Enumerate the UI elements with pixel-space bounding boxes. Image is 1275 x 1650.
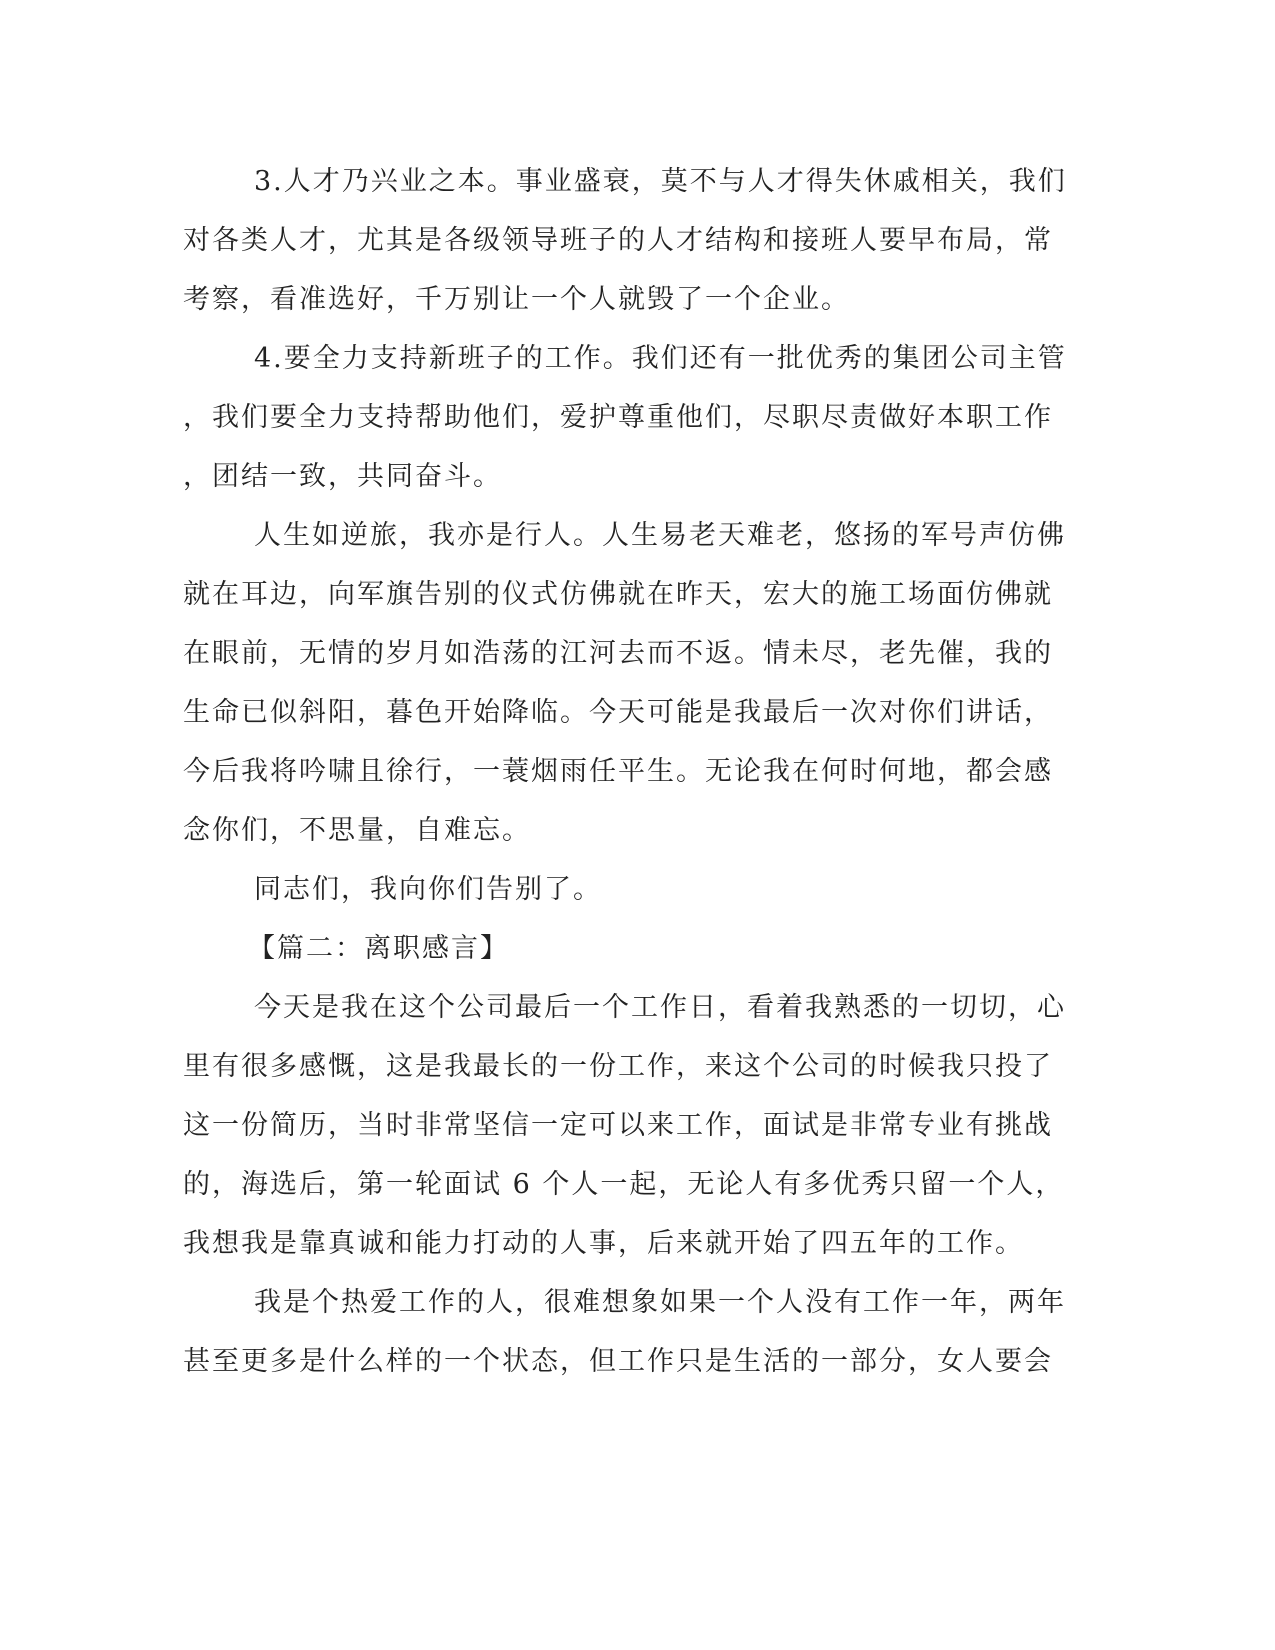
paragraph-line: 今天是我在这个公司最后一个工作日，看着我熟悉的一切切，心 <box>254 992 1066 1023</box>
paragraph-line: 生命已似斜阳，暮色开始降临。今天可能是我最后一次对你们讲话， <box>183 697 1053 728</box>
paragraph-line: 这一份简历，当时非常坚信一定可以来工作，面试是非常专业有挑战 <box>183 1110 1053 1141</box>
paragraph-line: 念你们，不思量，自难忘。 <box>183 815 531 846</box>
paragraph-line: 的，海选后，第一轮面试 6 个人一起，无论人有多优秀只留一个人， <box>183 1169 1065 1200</box>
paragraph-line: 我想我是靠真诚和能力打动的人事，后来就开始了四五年的工作。 <box>183 1228 1024 1259</box>
paragraph-line: 在眼前，无情的岁月如浩荡的江河去而不返。情未尽，老先催，我的 <box>183 638 1053 669</box>
paragraph-line: ，我们要全力支持帮助他们，爱护尊重他们，尽职尽责做好本职工作 <box>183 402 1053 433</box>
paragraph-line: 就在耳边，向军旗告别的仪式仿佛就在昨天，宏大的施工场面仿佛就 <box>183 579 1053 610</box>
paragraph-line: 里有很多感慨，这是我最长的一份工作，来这个公司的时候我只投了 <box>183 1051 1053 1082</box>
paragraph-line: 3.人才乃兴业之本。事业盛衰，莫不与人才得失休戚相关，我们 <box>254 166 1067 197</box>
paragraph-line: 我是个热爱工作的人，很难想象如果一个人没有工作一年，两年 <box>254 1287 1066 1318</box>
paragraph-line: 4.要全力支持新班子的工作。我们还有一批优秀的集团公司主管 <box>254 343 1067 374</box>
paragraph-line: 同志们，我向你们告别了。 <box>254 874 602 905</box>
paragraph-line: 人生如逆旅，我亦是行人。人生易老天难老，悠扬的军号声仿佛 <box>254 520 1066 551</box>
paragraph-line: 对各类人才，尤其是各级领导班子的人才结构和接班人要早布局，常 <box>183 225 1053 256</box>
paragraph-line: ，团结一致，共同奋斗。 <box>183 461 502 492</box>
section-heading: 【篇二：离职感言】 <box>248 933 509 964</box>
paragraph-line: 甚至更多是什么样的一个状态，但工作只是生活的一部分，女人要会 <box>183 1346 1053 1377</box>
paragraph-line: 考察，看准选好，千万别让一个人就毁了一个企业。 <box>183 284 850 315</box>
paragraph-line: 今后我将吟啸且徐行，一蓑烟雨任平生。无论我在何时何地，都会感 <box>183 756 1053 787</box>
